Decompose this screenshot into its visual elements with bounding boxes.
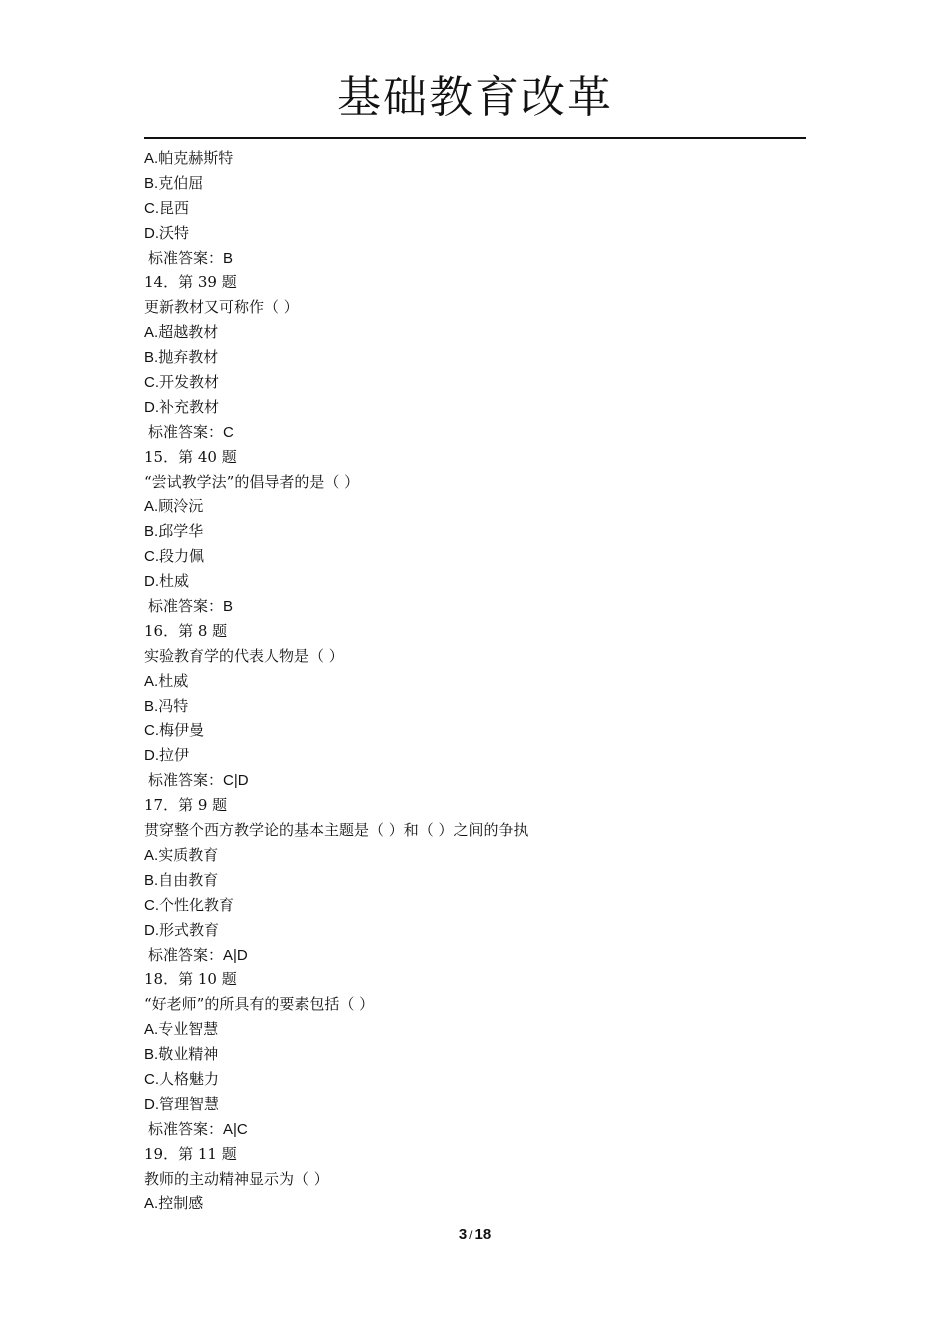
option-letter: C. (144, 896, 159, 914)
option-letter: B. (144, 1046, 159, 1064)
option-letter: C. (144, 548, 159, 566)
option-line (144, 694, 806, 719)
option-letter: A. (144, 324, 159, 342)
option-text: 杜威 (159, 572, 190, 591)
answer-value: C|D (223, 772, 249, 790)
option-letter: D. (144, 573, 159, 591)
option-letter: A. (144, 1021, 159, 1039)
option-letter: C. (144, 1070, 159, 1088)
option-line (144, 1017, 806, 1042)
option-line (144, 1042, 806, 1067)
question-number: 17．第 9 题 (144, 796, 228, 815)
answer-line (144, 1117, 806, 1142)
option-text: 邱学华 (158, 522, 204, 541)
option-text: 顾泠沅 (158, 497, 204, 516)
answer-line (144, 768, 806, 793)
option-line (144, 221, 806, 246)
option-letter: C. (144, 722, 159, 740)
page-separator: / (469, 1228, 473, 1242)
answer-label: 标准答案： (148, 597, 224, 616)
option-text: 拉伊 (159, 746, 190, 765)
page-title: 基础教育改革 (337, 72, 613, 123)
option-text: 实质教育 (158, 845, 219, 864)
answer-label: 标准答案： (148, 945, 224, 964)
option-line (144, 1067, 806, 1092)
option-line (144, 893, 806, 918)
answer-line (144, 594, 806, 619)
option-text: 杜威 (158, 671, 189, 690)
option-text: 个性化教育 (159, 895, 235, 914)
option-letter: B. (144, 523, 159, 541)
answer-line (144, 420, 806, 445)
answer-label: 标准答案： (148, 1119, 224, 1138)
answer-value: B (223, 598, 234, 616)
option-letter: A. (144, 846, 159, 864)
option-letter: D. (144, 1095, 159, 1113)
answer-label: 标准答案： (148, 771, 224, 790)
option-line (144, 1092, 806, 1117)
page-total: 18 (474, 1226, 492, 1243)
option-text: 帕克赫斯特 (158, 149, 234, 167)
option-text: 开发教材 (159, 373, 220, 392)
answer-line (144, 246, 806, 271)
answer-value: B (223, 249, 234, 267)
option-letter: C. (144, 374, 159, 392)
question-text: 更新教材又可称作（ ） (144, 298, 299, 317)
option-line (144, 918, 806, 943)
option-line (144, 370, 806, 395)
option-letter: A. (144, 498, 159, 516)
option-line (144, 196, 806, 221)
option-letter: A. (144, 150, 159, 167)
option-text: 克伯屈 (158, 173, 204, 192)
option-text: 抛弃教材 (158, 348, 219, 367)
question-text: “尝试教学法”的倡导者的是（ ） (144, 472, 360, 491)
option-line (144, 569, 806, 594)
option-line (144, 843, 806, 868)
question-text: 贯穿整个西方教学论的基本主题是（ ）和（ ）之间的争执 (144, 821, 529, 840)
option-text: 补充教材 (159, 397, 220, 416)
page-current: 3 (458, 1226, 468, 1243)
question-number: 16．第 8 题 (144, 621, 228, 640)
option-text: 段力佩 (159, 547, 205, 566)
option-text: 自由教育 (158, 870, 219, 889)
option-line (144, 718, 806, 743)
option-line (144, 868, 806, 893)
answer-value: C (223, 423, 234, 441)
option-letter: C. (144, 199, 159, 217)
document-body (144, 146, 806, 1216)
option-letter: B. (144, 174, 159, 192)
option-line (144, 320, 806, 345)
option-line (144, 146, 806, 171)
option-text: 敬业精神 (158, 1045, 219, 1064)
option-text: 梅伊曼 (159, 721, 205, 740)
option-line (144, 171, 806, 196)
option-letter: D. (144, 921, 159, 939)
option-line (144, 544, 806, 569)
option-letter: B. (144, 697, 159, 715)
question-number: 15．第 40 题 (144, 447, 237, 466)
option-text: 控制感 (158, 1194, 204, 1213)
question-number: 14．第 39 题 (144, 273, 237, 292)
option-line (144, 519, 806, 544)
page-number (0, 1226, 950, 1243)
option-text: 人格魅力 (159, 1069, 220, 1088)
answer-value: A|D (223, 946, 248, 964)
option-letter: D. (144, 747, 159, 765)
option-line (144, 1191, 806, 1216)
option-text: 昆西 (159, 198, 190, 217)
option-letter: B. (144, 349, 159, 367)
option-letter: A. (144, 672, 159, 690)
option-text: 冯特 (158, 696, 189, 715)
question-text: 实验教育学的代表人物是（ ） (144, 646, 344, 665)
question-text: “好老师”的所具有的要素包括（ ） (144, 995, 375, 1014)
header-divider (144, 137, 806, 139)
answer-line (144, 943, 806, 968)
option-line (144, 494, 806, 519)
question-number: 18．第 10 题 (144, 970, 237, 989)
answer-label: 标准答案： (148, 422, 224, 441)
answer-label: 标准答案： (148, 248, 224, 267)
option-line (144, 743, 806, 768)
option-letter: D. (144, 398, 159, 416)
option-text: 专业智慧 (158, 1020, 219, 1039)
option-line (144, 669, 806, 694)
option-text: 沃特 (159, 223, 190, 242)
option-line (144, 395, 806, 420)
option-letter: D. (144, 224, 159, 242)
option-text: 超越教材 (158, 323, 219, 342)
question-text: 教师的主动精神显示为（ ） (144, 1169, 329, 1188)
question-number: 19．第 11 题 (144, 1144, 237, 1163)
option-letter: A. (144, 1195, 159, 1213)
option-line (144, 345, 806, 370)
option-text: 管理智慧 (159, 1094, 220, 1113)
option-text: 形式教育 (159, 920, 220, 939)
answer-value: A|C (223, 1120, 248, 1138)
option-letter: B. (144, 871, 159, 889)
